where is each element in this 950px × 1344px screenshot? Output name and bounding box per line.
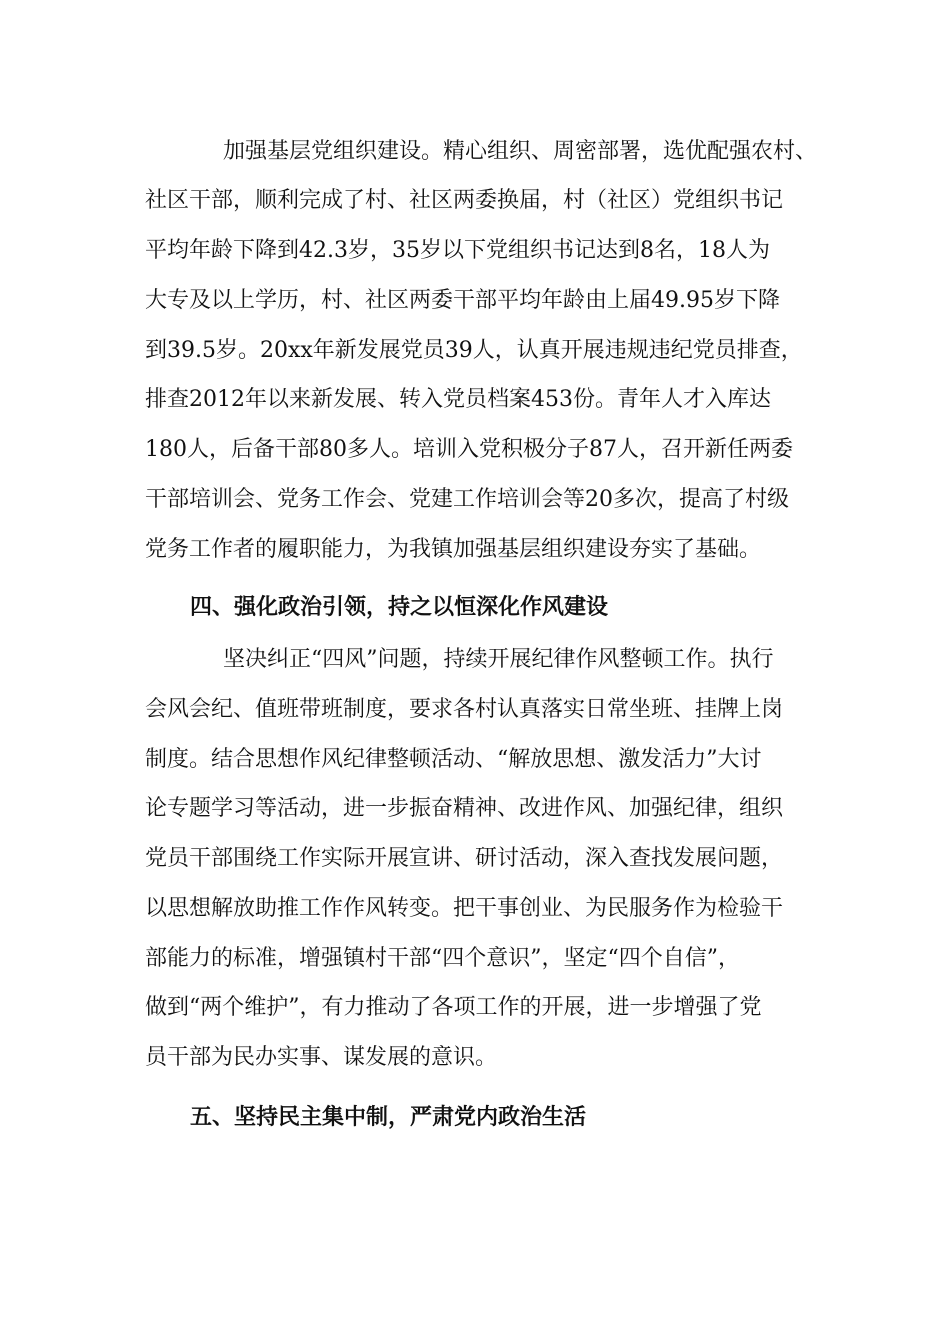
paragraph2-line-8: 做到“两个维护”，有力推动了各项工作的开展，进一步增强了党 bbox=[145, 995, 762, 1020]
paragraph2-line-9: 员干部为民办实事、谋发展的意识。 bbox=[145, 1045, 498, 1070]
section-heading-4: 四、强化政治引领，持之以恒深化作风建设 bbox=[190, 595, 609, 620]
paragraph2-line-7: 部能力的标准，增强镇村干部“四个意识”，坚定“四个自信”， bbox=[145, 946, 740, 971]
paragraph1-line-9: 党务工作者的履职能力，为我镇加强基层组织建设夯实了基础。 bbox=[145, 537, 762, 562]
paragraph1-line-7: 180人，后备干部80多人。培训入党积极分子87人，召开新任两委 bbox=[145, 437, 793, 462]
section-heading-5: 五、坚持民主集中制，严肃党内政治生活 bbox=[190, 1105, 587, 1130]
paragraph2-line-5: 党员干部围绕工作实际开展宣讲、研讨活动，深入查找发展问题， bbox=[145, 846, 784, 871]
paragraph1-line-3: 平均年龄下降到42.3岁，35岁以下党组织书记达到8名，18人为 bbox=[145, 238, 770, 263]
paragraph1-line-5: 到39.5岁。20xx年新发展党员39人，认真开展违规违纪党员排查， bbox=[145, 338, 803, 363]
paragraph1-line-6: 排查2012年以来新发展、转入党员档案453份。青年人才入库达 bbox=[145, 387, 771, 412]
paragraph1-line-8: 干部培训会、党务工作会、党建工作培训会等20多次，提高了村级 bbox=[145, 487, 789, 512]
paragraph2-line-6: 以思想解放助推工作作风转变。把干事创业、为民服务作为检验干 bbox=[145, 896, 784, 921]
paragraph2-line-4: 论专题学习等活动，进一步振奋精神、改进作风、加强纪律，组织 bbox=[145, 796, 784, 821]
paragraph1-line-1: 加强基层党组织建设。精心组织、周密部署，选优配强农村、 bbox=[223, 139, 818, 164]
paragraph1-line-2: 社区干部，顺利完成了村、社区两委换届，村（社区）党组织书记 bbox=[145, 188, 784, 213]
paragraph1-line-4: 大专及以上学历，村、社区两委干部平均年龄由上届49.95岁下降 bbox=[145, 288, 780, 313]
paragraph2-line-2: 会风会纪、值班带班制度，要求各村认真落实日常坐班、挂牌上岗 bbox=[145, 697, 784, 722]
paragraph2-line-3: 制度。结合思想作风纪律整顿活动、“解放思想、激发活力”大讨 bbox=[145, 747, 762, 772]
paragraph2-line-1: 坚决纠正“四风”问题，持续开展纪律作风整顿工作。执行 bbox=[223, 647, 774, 672]
